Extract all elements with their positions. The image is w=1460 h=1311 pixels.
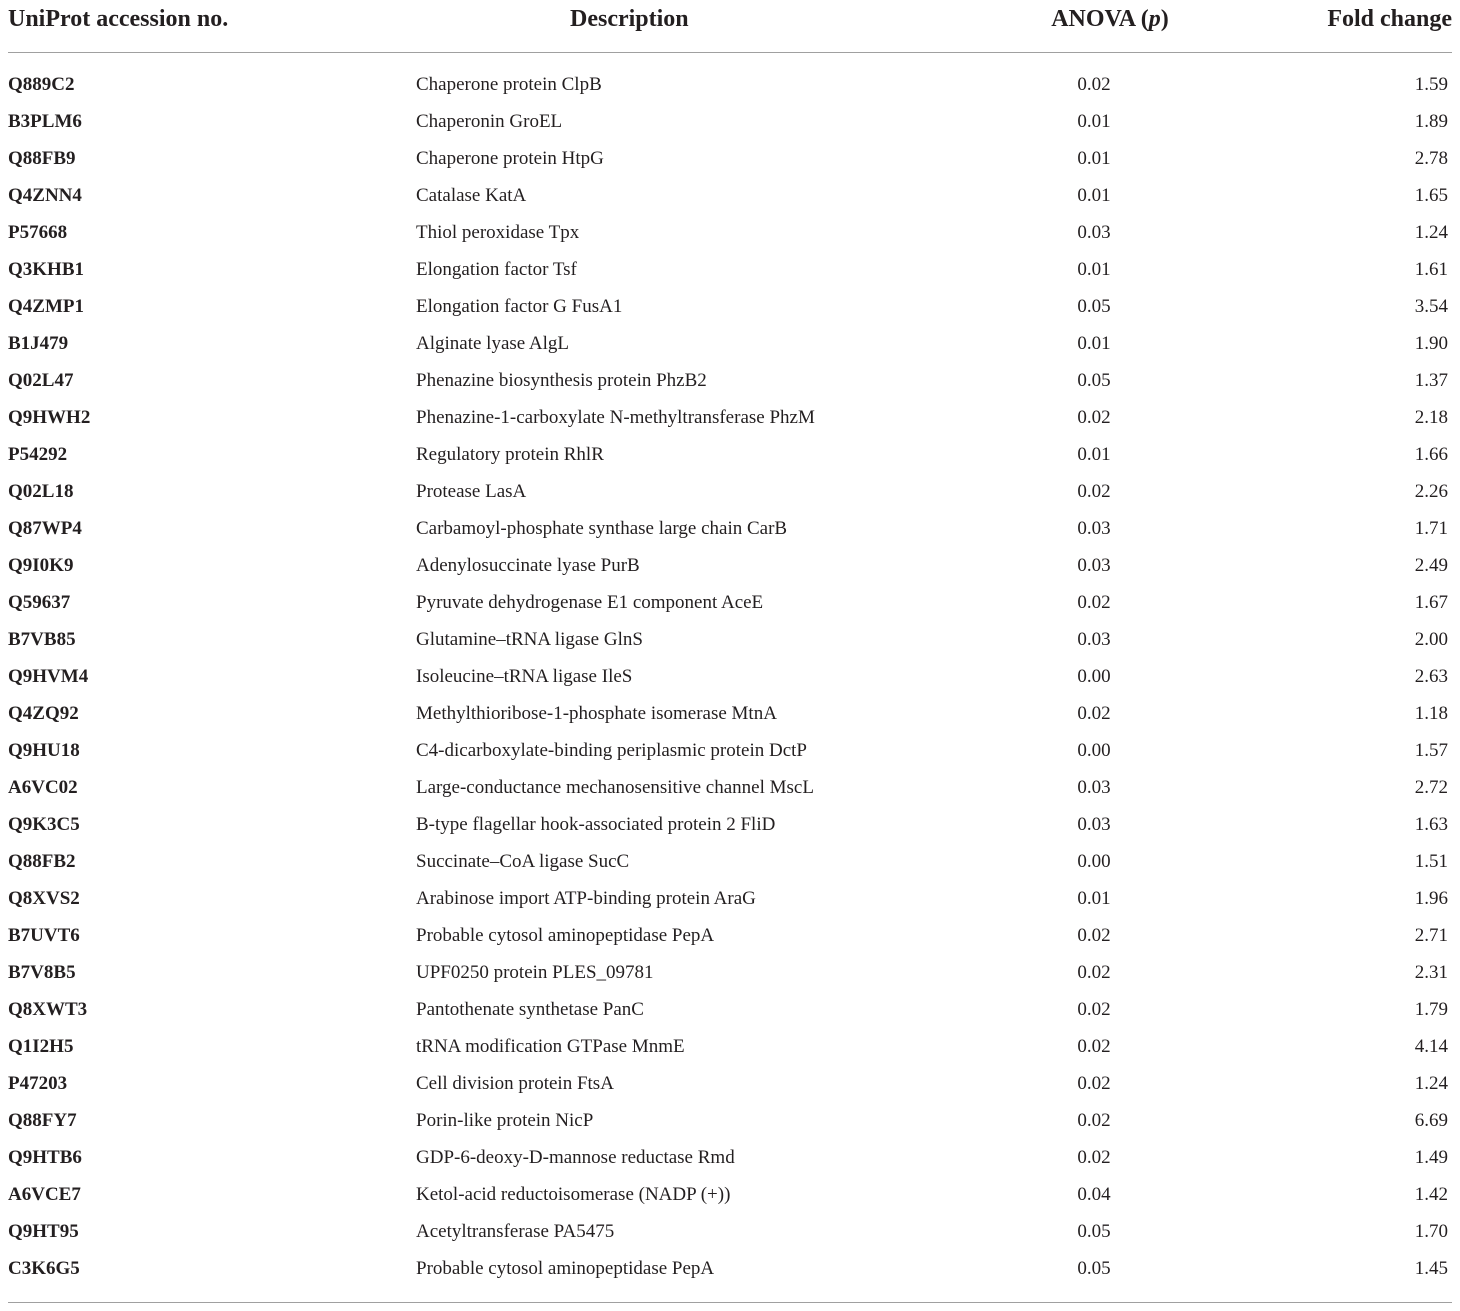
cell-anova: 0.02 <box>1077 702 1111 724</box>
cell-accession: Q88FB9 <box>8 147 76 169</box>
header-anova-prefix: ANOVA ( <box>1051 5 1149 32</box>
cell-accession: B7VB85 <box>8 628 76 650</box>
cell-accession: A6VC02 <box>8 776 78 798</box>
header-description: Description <box>416 0 936 52</box>
cell-accession: P54292 <box>8 443 68 465</box>
cell-fold-change: 1.61 <box>1414 258 1448 280</box>
cell-accession: Q59637 <box>8 591 71 613</box>
cell-description: C4-dicarboxylate-binding periplasmic protein DctP <box>416 739 807 761</box>
cell-accession: Q9HWH2 <box>8 406 91 428</box>
cell-description: Probable cytosol aminopeptidase PepA <box>416 924 715 946</box>
table-row <box>8 1065 1452 1102</box>
table-row <box>8 325 1452 362</box>
cell-fold-change: 2.26 <box>1414 480 1448 502</box>
header-anova <box>936 0 1236 52</box>
table-row <box>8 1139 1452 1176</box>
cell-anova: 0.01 <box>1077 147 1111 169</box>
cell-anova: 0.02 <box>1077 1109 1111 1131</box>
cell-fold-change: 1.90 <box>1414 332 1448 354</box>
cell-description: Elongation factor Tsf <box>416 258 577 280</box>
cell-fold-change: 2.72 <box>1414 776 1448 798</box>
cell-anova: 0.02 <box>1077 1072 1111 1094</box>
cell-accession: B1J479 <box>8 332 69 354</box>
cell-anova: 0.03 <box>1077 517 1111 539</box>
cell-accession: Q4ZMP1 <box>8 295 84 317</box>
cell-description: UPF0250 protein PLES_09781 <box>416 961 654 983</box>
cell-fold-change: 1.37 <box>1414 369 1448 391</box>
table-row <box>8 214 1452 251</box>
cell-fold-change: 1.79 <box>1414 998 1448 1020</box>
cell-anova: 0.03 <box>1077 776 1111 798</box>
cell-description: Chaperone protein ClpB <box>416 73 602 95</box>
cell-accession: Q3KHB1 <box>8 258 85 280</box>
cell-fold-change: 6.69 <box>1414 1109 1448 1131</box>
cell-description: Adenylosuccinate lyase PurB <box>416 554 640 576</box>
cell-accession: B7UVT6 <box>8 924 80 946</box>
cell-fold-change: 1.67 <box>1414 591 1448 613</box>
cell-fold-change: 1.65 <box>1414 184 1448 206</box>
cell-description: Pyruvate dehydrogenase E1 component AceE <box>416 591 764 613</box>
cell-description: GDP-6-deoxy-D-mannose reductase Rmd <box>416 1146 735 1168</box>
cell-accession: Q4ZQ92 <box>8 702 79 724</box>
cell-description: Probable cytosol aminopeptidase PepA <box>416 1257 715 1279</box>
cell-description: Cell division protein FtsA <box>416 1072 614 1094</box>
cell-accession: B7V8B5 <box>8 961 76 983</box>
cell-accession: Q02L18 <box>8 480 74 502</box>
protein-table-container <box>8 0 1452 1287</box>
cell-accession: Q9HT95 <box>8 1220 79 1242</box>
cell-anova: 0.05 <box>1077 369 1111 391</box>
cell-anova: 0.03 <box>1077 628 1111 650</box>
cell-description: Elongation factor G FusA1 <box>416 295 623 317</box>
table-row <box>8 658 1452 695</box>
cell-description: Carbamoyl-phosphate synthase large chain CarB <box>416 517 788 539</box>
cell-anova: 0.00 <box>1077 665 1111 687</box>
table-row <box>8 103 1452 140</box>
header-fold-change: Fold change <box>1236 0 1452 52</box>
cell-anova: 0.04 <box>1077 1183 1111 1205</box>
cell-description: Phenazine-1-carboxylate N-methyltransferase PhzM <box>416 406 815 428</box>
cell-description: Chaperonin GroEL <box>416 110 563 132</box>
cell-description: Protease LasA <box>416 480 527 502</box>
cell-fold-change: 2.00 <box>1414 628 1448 650</box>
cell-fold-change: 2.78 <box>1414 147 1448 169</box>
cell-anova: 0.05 <box>1077 1257 1111 1279</box>
cell-accession: Q1I2H5 <box>8 1035 74 1057</box>
table-body <box>8 52 1452 1287</box>
table-row <box>8 991 1452 1028</box>
table-row <box>8 880 1452 917</box>
header-anova-suffix: ) <box>1160 5 1169 32</box>
table-row <box>8 954 1452 991</box>
cell-anova: 0.02 <box>1077 591 1111 613</box>
table-row <box>8 584 1452 621</box>
cell-description: Arabinose import ATP-binding protein AraG <box>416 887 756 909</box>
table-spacer <box>8 52 1452 66</box>
table-row <box>8 843 1452 880</box>
cell-fold-change: 1.51 <box>1414 850 1448 872</box>
table-row <box>8 1213 1452 1250</box>
cell-fold-change: 2.18 <box>1414 406 1448 428</box>
cell-description: Acetyltransferase PA5475 <box>416 1220 615 1242</box>
cell-fold-change: 1.45 <box>1414 1257 1448 1279</box>
cell-anova: 0.05 <box>1077 295 1111 317</box>
cell-anova: 0.03 <box>1077 221 1111 243</box>
table-row <box>8 917 1452 954</box>
cell-anova: 0.01 <box>1077 887 1111 909</box>
cell-fold-change: 2.49 <box>1414 554 1448 576</box>
cell-anova: 0.02 <box>1077 961 1111 983</box>
cell-anova: 0.03 <box>1077 813 1111 835</box>
table-row <box>8 1176 1452 1213</box>
cell-accession: Q889C2 <box>8 73 75 95</box>
table-row <box>8 510 1452 547</box>
cell-description: Large-conductance mechanosensitive channel MscL <box>416 776 814 798</box>
header-anova-p: p <box>1148 5 1161 32</box>
table-row <box>8 251 1452 288</box>
cell-accession: Q9K3C5 <box>8 813 80 835</box>
cell-accession: Q9HTB6 <box>8 1146 82 1168</box>
cell-accession: Q8XVS2 <box>8 887 80 909</box>
table-row <box>8 288 1452 325</box>
table-row <box>8 732 1452 769</box>
table-row <box>8 547 1452 584</box>
cell-fold-change: 1.59 <box>1414 73 1448 95</box>
cell-fold-change: 1.42 <box>1414 1183 1448 1205</box>
cell-anova: 0.00 <box>1077 850 1111 872</box>
cell-accession: Q9HVM4 <box>8 665 89 687</box>
cell-accession: A6VCE7 <box>8 1183 81 1205</box>
cell-accession: Q88FB2 <box>8 850 76 872</box>
cell-accession: C3K6G5 <box>8 1257 80 1279</box>
cell-fold-change: 1.18 <box>1414 702 1448 724</box>
cell-anova: 0.01 <box>1077 184 1111 206</box>
table-row <box>8 621 1452 658</box>
cell-fold-change: 2.71 <box>1414 924 1448 946</box>
cell-anova: 0.02 <box>1077 924 1111 946</box>
cell-fold-change: 1.24 <box>1414 1072 1448 1094</box>
cell-fold-change: 4.14 <box>1414 1035 1448 1057</box>
cell-description: Phenazine biosynthesis protein PhzB2 <box>416 369 707 391</box>
cell-anova: 0.01 <box>1077 258 1111 280</box>
cell-description: Catalase KatA <box>416 184 527 206</box>
cell-description: Isoleucine–tRNA ligase IleS <box>416 665 633 687</box>
cell-anova: 0.03 <box>1077 554 1111 576</box>
cell-anova: 0.02 <box>1077 406 1111 428</box>
protein-table <box>8 0 1452 1287</box>
cell-description: Thiol peroxidase Tpx <box>416 221 580 243</box>
cell-fold-change: 1.89 <box>1414 110 1448 132</box>
table-row <box>8 362 1452 399</box>
cell-description: Alginate lyase AlgL <box>416 332 570 354</box>
table-row <box>8 806 1452 843</box>
cell-fold-change: 2.63 <box>1414 665 1448 687</box>
cell-accession: Q4ZNN4 <box>8 184 82 206</box>
cell-description: Pantothenate synthetase PanC <box>416 998 644 1020</box>
table-spacer-cell <box>8 52 1452 66</box>
table-row <box>8 399 1452 436</box>
cell-description: tRNA modification GTPase MnmE <box>416 1035 685 1057</box>
cell-description: Succinate–CoA ligase SucC <box>416 850 630 872</box>
cell-anova: 0.01 <box>1077 443 1111 465</box>
cell-accession: Q02L47 <box>8 369 74 391</box>
cell-description: Porin-like protein NicP <box>416 1109 594 1131</box>
cell-anova: 0.02 <box>1077 1146 1111 1168</box>
cell-accession: B3PLM6 <box>8 110 82 132</box>
table-row <box>8 66 1452 103</box>
cell-fold-change: 3.54 <box>1414 295 1448 317</box>
table-row <box>8 436 1452 473</box>
cell-accession: Q9HU18 <box>8 739 80 761</box>
cell-fold-change: 1.70 <box>1414 1220 1448 1242</box>
cell-fold-change: 1.71 <box>1414 517 1448 539</box>
cell-anova: 0.02 <box>1077 1035 1111 1057</box>
cell-fold-change: 1.49 <box>1414 1146 1448 1168</box>
cell-description: Glutamine–tRNA ligase GlnS <box>416 628 643 650</box>
table-row <box>8 1102 1452 1139</box>
header-accession: UniProt accession no. <box>8 0 416 52</box>
table-header <box>8 0 1452 52</box>
table-row <box>8 769 1452 806</box>
cell-anova: 0.02 <box>1077 480 1111 502</box>
cell-accession: Q9I0K9 <box>8 554 74 576</box>
table-row <box>8 1028 1452 1065</box>
table-row <box>8 140 1452 177</box>
cell-accession: P57668 <box>8 221 68 243</box>
cell-anova: 0.05 <box>1077 1220 1111 1242</box>
cell-accession: Q8XWT3 <box>8 998 88 1020</box>
cell-fold-change: 1.66 <box>1414 443 1448 465</box>
cell-accession: Q87WP4 <box>8 517 82 539</box>
cell-accession: Q88FY7 <box>8 1109 77 1131</box>
cell-fold-change: 1.24 <box>1414 221 1448 243</box>
cell-fold-change: 1.96 <box>1414 887 1448 909</box>
table-row <box>8 1250 1452 1287</box>
table-row <box>8 473 1452 510</box>
cell-description: Methylthioribose-1-phosphate isomerase MtnA <box>416 702 777 724</box>
cell-anova: 0.02 <box>1077 73 1111 95</box>
table-row <box>8 177 1452 214</box>
cell-description: B-type flagellar hook-associated protein 2 FliD <box>416 813 776 835</box>
cell-accession: P47203 <box>8 1072 68 1094</box>
header-row <box>8 0 1452 52</box>
cell-anova: 0.00 <box>1077 739 1111 761</box>
cell-description: Chaperone protein HtpG <box>416 147 604 169</box>
cell-fold-change: 2.31 <box>1414 961 1448 983</box>
cell-anova: 0.01 <box>1077 332 1111 354</box>
cell-fold-change: 1.63 <box>1414 813 1448 835</box>
table-row <box>8 695 1452 732</box>
cell-description: Ketol-acid reductoisomerase (NADP (+)) <box>416 1183 731 1205</box>
cell-fold-change: 1.57 <box>1414 739 1448 761</box>
cell-anova: 0.01 <box>1077 110 1111 132</box>
cell-description: Regulatory protein RhlR <box>416 443 604 465</box>
table-bottom-rule <box>8 1302 1452 1303</box>
cell-anova: 0.02 <box>1077 998 1111 1020</box>
